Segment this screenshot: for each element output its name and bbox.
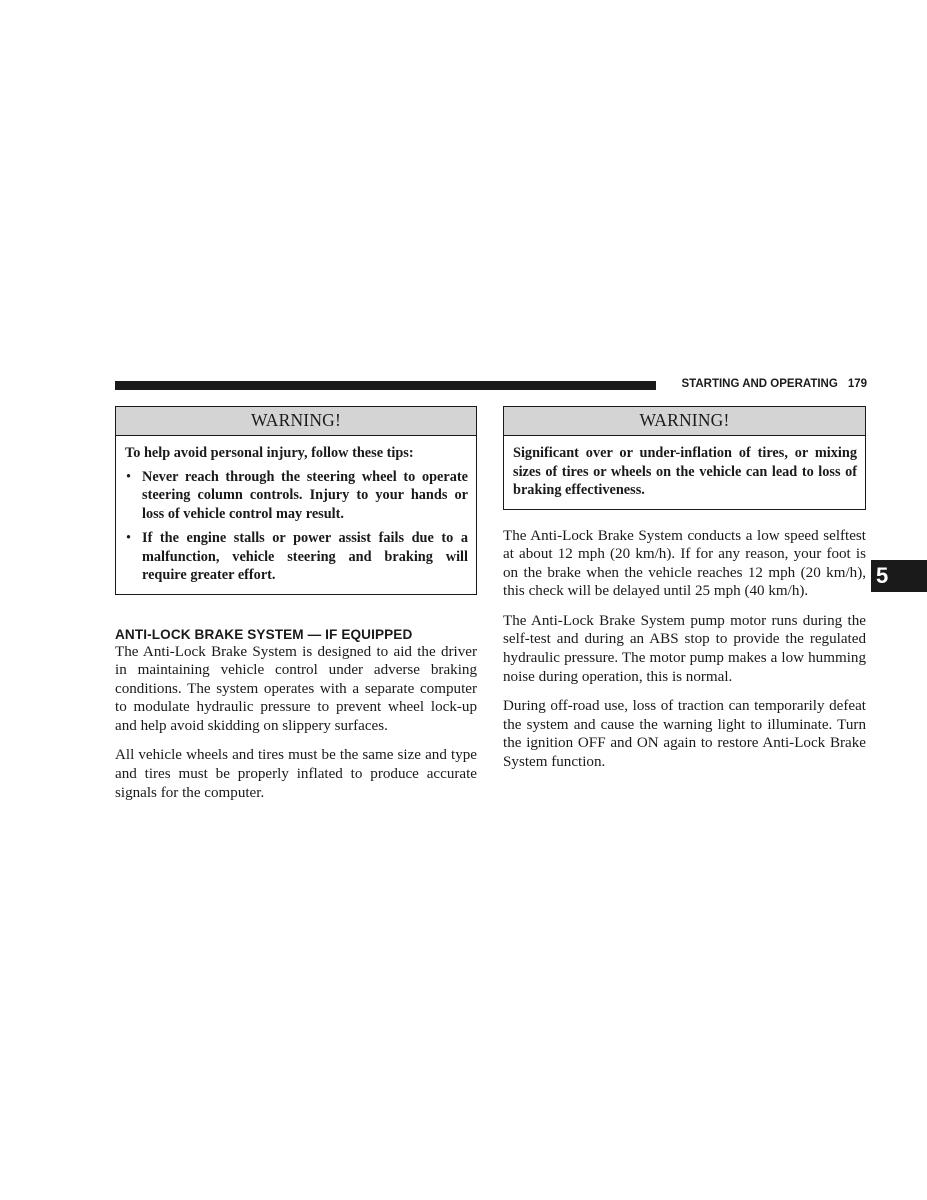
warning-title: WARNING! — [116, 407, 476, 436]
section-heading: ANTI-LOCK BRAKE SYSTEM — IF EQUIPPED — [115, 626, 413, 642]
bullet-icon: • — [126, 468, 132, 485]
body-paragraph: The Anti-Lock Brake System pump motor runs during the self-test and during an ABS stop to provide the regulated hydraulic pressure. The motor pump makes a low humming noise during operation, this is normal. — [503, 612, 866, 685]
left-column — [115, 406, 477, 813]
warning-box-inflation — [503, 406, 866, 510]
warning-title: WARNING! — [504, 407, 865, 436]
warning-list — [125, 468, 468, 585]
chapter-tab — [871, 560, 927, 592]
warning-box-injury — [115, 406, 477, 595]
warning-list-item — [125, 529, 468, 585]
warning-list-item — [125, 468, 468, 524]
page-number: 179 — [847, 378, 867, 390]
warning-body — [504, 436, 865, 509]
section-title: STARTING AND OPERATING — [681, 378, 838, 390]
right-column — [503, 406, 866, 783]
body-paragraph: All vehicle wheels and tires must be the same size and type and tires must be properly inflated to produce accurate signals for the computer. — [115, 747, 477, 801]
header-rule — [115, 381, 656, 390]
warning-item-text: If the engine stalls or power assist fails due to a malfunction, vehicle steering and braking will require greater effort. — [142, 530, 468, 583]
warning-item-text: Never reach through the steering wheel to operate steering column controls. Injury to your hands or loss of vehicle control may result. — [142, 468, 468, 522]
warning-intro: To help avoid personal injury, follow these tips: — [125, 445, 414, 461]
running-header — [666, 378, 867, 390]
warning-text: Significant over or under-inflation of tires, or mixing sizes of tires or wheels on the vehicle can lead to loss of braking effectiveness. — [513, 445, 857, 498]
warning-body — [116, 436, 476, 594]
bullet-icon: • — [126, 530, 132, 546]
chapter-number: 5 — [876, 563, 889, 588]
body-paragraph: The Anti-Lock Brake System is designed to aid the driver in maintaining vehicle control under adverse braking conditions. The system operates with a separate computer to modulate hydraulic pressure to prevent wheel lock-up and help avoid skidding on slippery surfaces. — [115, 643, 477, 734]
body-paragraph: During off-road use, loss of traction can temporarily defeat the system and cause the warning light to illuminate. Turn the ignition OFF and ON again to restore Anti-Lock Brake System function. — [503, 698, 866, 771]
body-paragraph: The Anti-Lock Brake System conducts a low speed selftest at about 12 mph (20 km/h). If for any reason, your foot is on the brake when the vehicle reaches 12 mph (20 km/h), this check will be delayed until 25 mph (40 km/h). — [503, 527, 866, 600]
